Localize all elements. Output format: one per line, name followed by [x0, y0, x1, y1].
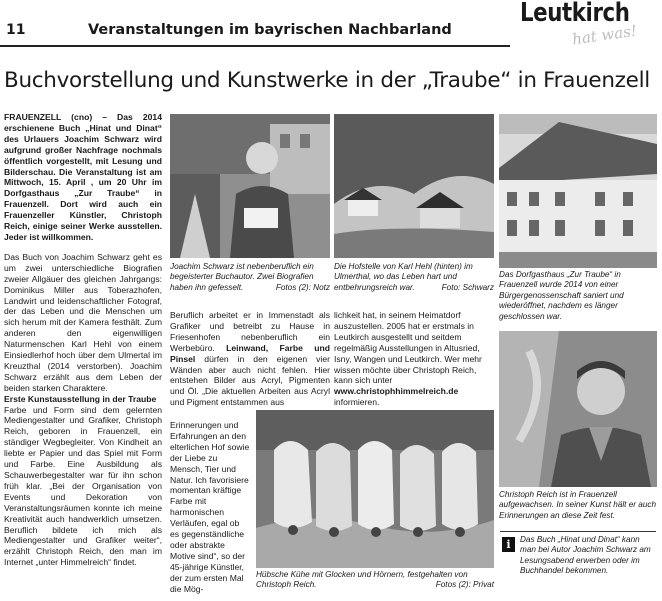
photo-credit: Fotos (2): Privat	[435, 580, 494, 590]
article-paragraph: informieren.	[334, 397, 380, 408]
cows-painting-photo	[256, 410, 494, 568]
article-paragraph: Das Buch von Joachim Schwarz geht es um zwei unterschiedliche Biografien zweier Allgäuer des gleichen Jahrgangs: Dominikus Miller aus Toberazhofen, Landwirt und leidenschaftlicher Fotograf, der das Leben und die Menschen um sich herum mit der Kamera festhält. Zum anderen den eigenwilligen Naturmenschen Karl Hehl von einem Einsiedlerhof hoch über dem Ulmertal im Kreuzthal (2014 verstorben). Joachim Schwarz erzählt aus dem Leben der beiden starken Charaktere.	[4, 251, 162, 393]
article-column-2	[170, 310, 330, 408]
caption-text: Joachim Schwarz ist nebenberuflich ein begeisterter Buchautor. Zwei Biografien haben ihn gefesselt.	[170, 262, 314, 292]
article-subhead-inline: Leinwand, Farbe und Pinsel	[170, 342, 330, 364]
article-lead: FRAUENZELL (cno) – Das 2014 erschienene Buch „Hinat und Dinat“ des Urlauers Joachim Schwarz wird aufgrund großer Nachfrage nochmals öffentlich vorgestellt, mit Lesung und Bilderschau. Die Veranstaltung ist am Mittwoch, 15. April , um 20 Uhr im Dorfgasthaus „Zur Traube“ in Frauenzell. Dort wird auch ein Frauenzeller Künstler, Christoph Reich, einige seiner Werke ausstellen. Jeder ist willkommen.	[4, 112, 162, 242]
photo-credit: Fotos (2): Notz	[275, 282, 330, 292]
book-info-text: Das Buch „Hinat und Dinat“ kann man bei Autor Joachim Schwarz am Lesungsabend erwerben oder im Buchhandel bekommen.	[520, 535, 651, 576]
artist-photo-caption: Christoph Reich ist in Frauenzell aufgewachsen. In seiner Kunst hält er auch Erinnerungen an diese Zeit fest.	[499, 490, 657, 520]
caption-text: Die Hofstelle von Karl Hehl (hinten) im Ulmerthal, wo das Leben hart und entbehrungsreich war.	[334, 262, 473, 292]
farm-photo-caption	[334, 262, 494, 293]
book-info-box	[500, 531, 656, 581]
section-title: Veranstaltungen im bayrischen Nachbarland	[88, 22, 452, 38]
article-column-1	[4, 112, 162, 577]
page-number: 11	[6, 22, 26, 38]
cows-painting-caption	[256, 570, 494, 591]
header-divider	[0, 45, 510, 47]
article-column-2-narrow: Erinnerungen und Erfahrungen an den elterlichen Hof sowie der Liebe zu Mensch, Tier und Natur. Ich favorisiere momentan kräftige Farbe mit harmonischen Verläufen, egal ob es gegenständliche oder abstrakte Motive sind“, so der 45-jährige Künstler, der zum ersten Mal die Mög-	[170, 420, 250, 594]
artist-photo	[499, 331, 657, 487]
author-photo	[170, 114, 330, 258]
inn-photo-caption: Das Dorfgasthaus „Zur Traube“ in Frauenzell wurde 2014 von einer Bürgergenossenschaft saniert und wiederöffnet, nachdem es länger geschlossen war.	[499, 270, 624, 321]
photo-credit: Foto: Schwarz	[441, 282, 494, 292]
article-paragraph: Beruflich arbeitet er in Immenstadt als Grafiker und betreibt zu Hause in Friesenhofen nebenberuflich ein Werbebüro.	[170, 310, 330, 353]
article-paragraph: lichkeit hat, in seinem Heimatdorf auszustellen. 2005 hat er erstmals in Leutkirch ausgestellt und seitdem regelmäßig Ausstellungen in Altusried, Isny, Wangen und Leutkirch. Wer mehr wissen möchte über Christoph Reich, kann sich unter	[334, 310, 482, 386]
logo-city-name: Leutkirch	[520, 0, 630, 28]
article-headline: Buchvorstellung und Kunstwerke in der „Traube“ in Frauenzell	[4, 68, 650, 93]
artist-website-link[interactable]: www.christophhimmelreich.de	[334, 386, 459, 397]
page-header	[0, 0, 662, 52]
info-icon: i	[502, 537, 515, 552]
article-paragraph: dürfen in den eigenen vier Wänden aber auch nicht fehlen. Hier entstehen Bilder aus Acryl, Pigmenten und Öl. „Die aktuellen Arbeiten aus Acryl und Pigment entstammen aus	[170, 353, 330, 408]
farm-photo	[334, 114, 494, 258]
article-paragraph: Farbe und Form sind dem gelernten Mediengestalter und Grafiker, Christoph Reich, geboren in Frauenzell, ein ständiger Wegbegleiter. Von Kindheit an liebte er Papier und das Spiel mit Form und Farbe. Eine Ausbildung als Schauwerbegestalter war für ihn schon früh klar. „Bei der Organisation von Events und Dekoration von Veranstaltungsräumen konnte ich meine Kreativität auch handwerklich umsetzen. Beruflich bildete ich mich als Mediengestalter und Grafiker weiter“, erzählt Christoph Reich, den man im Internet „unter Himmelreich“ findet.	[4, 404, 162, 568]
caption-text: Hübsche Kühe mit Glocken und Hörnern, festgehalten von Christoph Reich.	[256, 570, 468, 590]
logo-slogan: hat was!	[571, 21, 638, 49]
inn-photo	[499, 114, 657, 268]
author-photo-caption	[170, 262, 330, 293]
article-column-3	[334, 310, 494, 408]
article-subhead: Erste Kunstausstellung in der Traube	[4, 393, 157, 404]
